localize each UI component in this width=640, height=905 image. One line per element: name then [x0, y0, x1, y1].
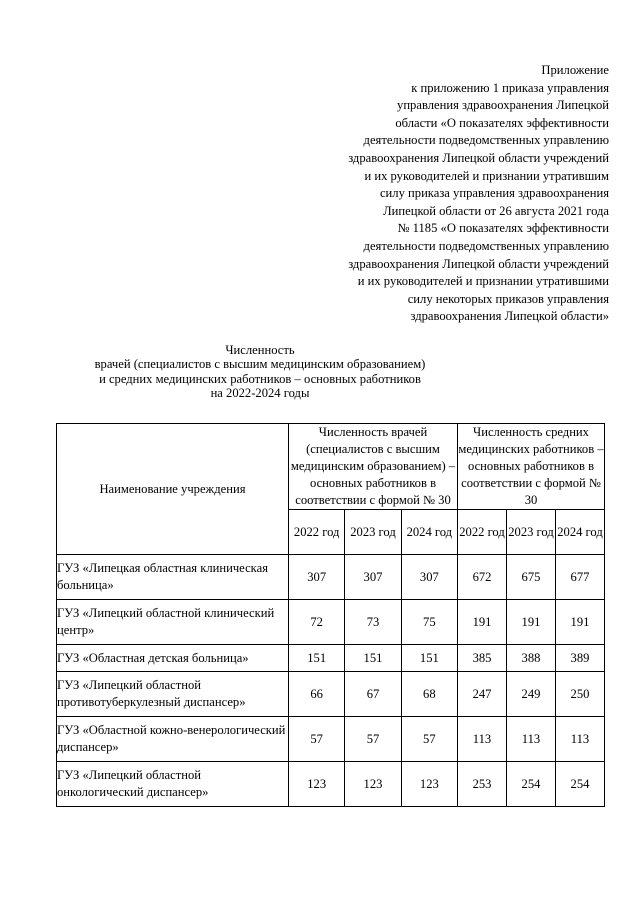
cell-value: 247 [458, 672, 507, 717]
appendix-line: деятельности подведомственных управлению [363, 133, 609, 148]
cell-value: 307 [289, 555, 345, 600]
cell-value: 66 [289, 672, 345, 717]
cell-value: 253 [458, 762, 507, 807]
institution-name: ГУЗ «Областной кожно-венерологический диспансер» [57, 717, 289, 762]
cell-value: 191 [555, 600, 604, 645]
table-row [57, 555, 605, 600]
appendix-line: № 1185 «О показателях эффективности [397, 221, 609, 236]
cell-value: 123 [345, 762, 401, 807]
appendix-line: здравоохранения Липецкой области учреждений [348, 150, 609, 165]
cell-value: 191 [507, 600, 556, 645]
institution-name: ГУЗ «Липецкий областной противотуберкулезный диспансер» [57, 672, 289, 717]
table-row [57, 717, 605, 762]
title-line: врачей (специалистов с высшим медицинским образованием) [94, 357, 426, 372]
cell-value: 254 [507, 762, 556, 807]
cell-value: 73 [345, 600, 401, 645]
cell-value: 388 [507, 645, 556, 672]
cell-value: 72 [289, 600, 345, 645]
cell-value: 123 [289, 762, 345, 807]
cell-value: 151 [345, 645, 401, 672]
institution-name: ГУЗ «Липецкий областной онкологический диспансер» [57, 762, 289, 807]
appendix-line: управления здравоохранения Липецкой [397, 98, 609, 113]
cell-value: 113 [458, 717, 507, 762]
cell-value: 67 [345, 672, 401, 717]
cell-value: 677 [555, 555, 604, 600]
institution-name: ГУЗ «Липецкая областная клиническая больница» [57, 555, 289, 600]
staff-table [56, 423, 605, 807]
cell-value: 307 [401, 555, 457, 600]
table-header-row [57, 424, 605, 510]
appendix-line: Липецкой области от 26 августа 2021 года [383, 203, 609, 218]
cell-value: 75 [401, 600, 457, 645]
column-header-institution: Наименование учреждения [57, 424, 289, 555]
table-row [57, 672, 605, 717]
appendix-line: Приложение [541, 63, 609, 77]
table-row [57, 762, 605, 807]
cell-value: 57 [289, 717, 345, 762]
cell-value: 57 [345, 717, 401, 762]
cell-value: 254 [555, 762, 604, 807]
cell-value: 113 [555, 717, 604, 762]
appendix-line: здравоохранения Липецкой области учреждений [348, 256, 609, 271]
year-header: 2023 год [345, 510, 401, 555]
appendix-line: области «О показателях эффективности [395, 115, 609, 130]
title-line: Численность [225, 343, 295, 357]
appendix-line: к приложению 1 приказа управления [411, 80, 609, 95]
table-row [57, 645, 605, 672]
cell-value: 249 [507, 672, 556, 717]
appendix-line: и их руководителей и признании утратившими [357, 274, 609, 289]
institution-name: ГУЗ «Областная детская больница» [57, 645, 289, 672]
cell-value: 307 [345, 555, 401, 600]
cell-value: 250 [555, 672, 604, 717]
appendix-line: деятельности подведомственных управлению [363, 238, 609, 253]
appendix-line: силу некоторых приказов управления [407, 291, 609, 306]
cell-value: 191 [458, 600, 507, 645]
cell-value: 675 [507, 555, 556, 600]
cell-value: 151 [289, 645, 345, 672]
cell-value: 68 [401, 672, 457, 717]
institution-name: ГУЗ «Липецкий областной клинический центр» [57, 600, 289, 645]
cell-value: 113 [507, 717, 556, 762]
table-row [57, 600, 605, 645]
year-header: 2024 год [555, 510, 604, 555]
year-header: 2022 год [289, 510, 345, 555]
title-line: и средних медицинских работников – основных работников [99, 371, 421, 386]
year-header: 2023 год [507, 510, 556, 555]
cell-value: 123 [401, 762, 457, 807]
document-title [0, 343, 520, 401]
appendix-line: здравоохранения Липецкой области» [410, 309, 609, 324]
title-line: на 2022-2024 годы [210, 386, 310, 401]
year-header: 2022 год [458, 510, 507, 555]
appendix-line: и их руководителей и признании утратившим [364, 168, 609, 183]
appendix-header [269, 62, 609, 326]
cell-value: 672 [458, 555, 507, 600]
column-header-doctors: Численность врачей (специалистов с высшим медицинским образованием) – основных работников в соответствии с формой № 30 [289, 424, 458, 510]
appendix-line: силу приказа управления здравоохранения [379, 186, 609, 201]
column-header-nurses: Численность средних медицинских работников – основных работников в соответствии с формой № 30 [458, 424, 605, 510]
cell-value: 389 [555, 645, 604, 672]
cell-value: 57 [401, 717, 457, 762]
cell-value: 151 [401, 645, 457, 672]
year-header: 2024 год [401, 510, 457, 555]
cell-value: 385 [458, 645, 507, 672]
